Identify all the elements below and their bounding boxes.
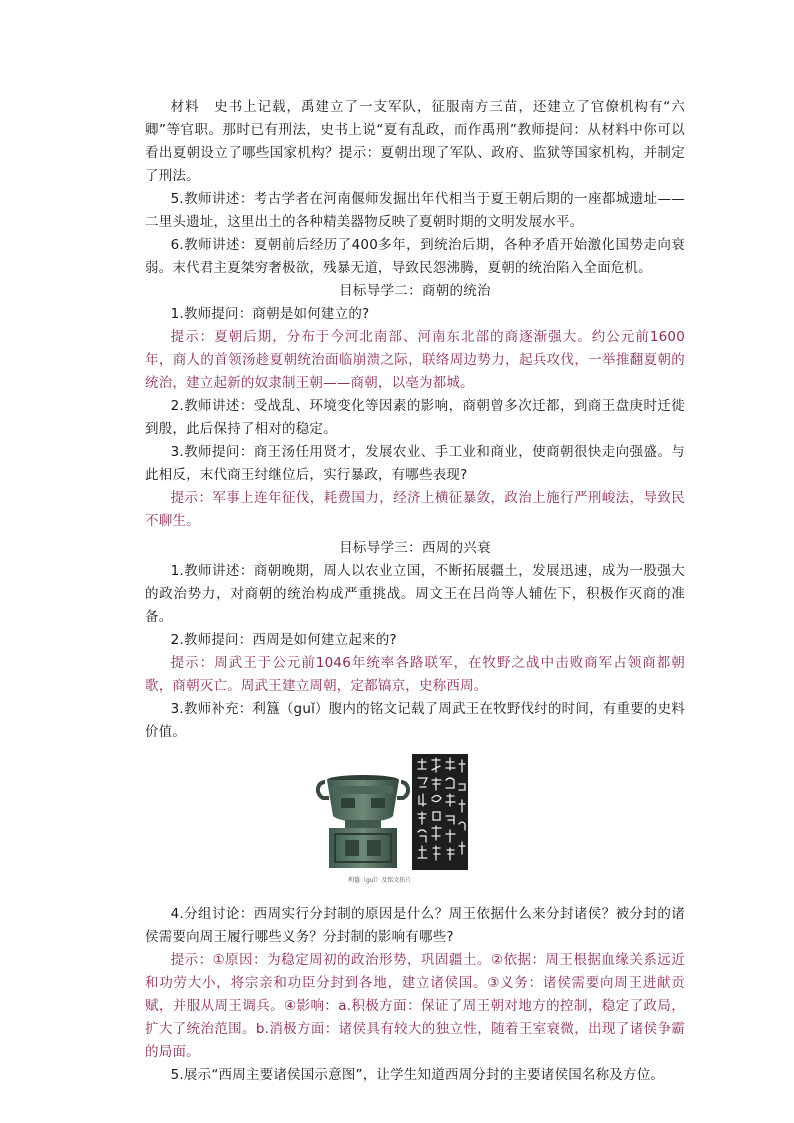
paragraph-5: 5.教师讲述：考古学者在河南偃师发掘出年代相当于夏王朝后期的一座都城遗址——二里头遗址，这里出土的各种精美器物反映了夏朝时期的文明发展水平。 xyxy=(145,191,685,230)
inscription-rubbing-image xyxy=(412,754,468,870)
zhou-question-4: 4.分组讨论：西周实行分封制的原因是什么？周王依据什么来分封诸侯？被分封的诸侯需要向周王履行哪些义务？分封制的影响有哪些? xyxy=(145,906,685,945)
shang-question-1: 1.教师提问：商朝是如何建立的? xyxy=(170,306,370,322)
shang-question-2: 2.教师讲述：受战乱、环境变化等因素的影响，商朝曾多次迁都，到商王盘庚时迁徙到殷，此后保持了相对的稳定。 xyxy=(145,398,685,437)
li-gui-vessel-image xyxy=(315,772,411,870)
section-heading-shang: 目标导学二：商朝的统治 xyxy=(339,283,491,299)
zhou-hint-4: 提示：①原因：为稳定周初的政治形势，巩固疆土。②依据：周王根据血缘关系远近和功劳大小，将宗亲和功臣分封到各地，建立诸侯国。③义务：诸侯需要向周王进献贡赋，并服从周王调兵。④影响：a.积极方面：保证了周王朝对地方的控制，稳定了政局，扩大了统治范围。b.消极方面：诸侯具有较大的独立性，随着王室衰微，出现了诸侯争霸的局面。 xyxy=(145,952,685,1060)
section-heading-zhou: 目标导学三：西周的兴衰 xyxy=(339,540,491,556)
zhou-question-5: 5.展示“西周主要诸侯国示意图”，让学生知道西周分封的主要诸侯国名称及方位。 xyxy=(170,1067,665,1083)
figure-caption: 利簋（guǐ）及铭文拓片 xyxy=(348,877,412,884)
paragraph-6: 6.教师讲述：夏朝前后经历了400多年，到统治后期，各种矛盾开始激化国势走向衰弱。末代君主夏桀穷奢极欲，残暴无道，导致民怨沸腾，夏朝的统治陷入全面危机。 xyxy=(145,237,685,276)
shang-question-3: 3.教师提问：商王汤任用贤才，发展农业、手工业和商业，使商朝很快走向强盛。与此相反，末代商王纣继位后，实行暴政，有哪些表现? xyxy=(145,444,685,483)
shang-hint-3: 提示：军事上连年征伐，耗费国力，经济上横征暴敛，政治上施行严刑峻法，导致民不聊生。 xyxy=(145,490,685,529)
zhou-question-2: 2.教师提问：西周是如何建立起来的? xyxy=(170,632,397,648)
document-page xyxy=(145,96,685,1087)
zhou-hint-2: 提示：周武王于公元前1046年统率各路联军，在牧野之战中击败商军占领商都朝歌，商朝灭亡。周武王建立周朝，定都镐京，史称西周。 xyxy=(145,655,685,694)
zhou-question-3: 3.教师补充：利簋（guǐ）腹内的铭文记载了周武王在牧野伐纣的时间，有重要的史料价值。 xyxy=(145,701,685,740)
shang-hint-1: 提示：夏朝后期，分布于今河北南部、河南东北部的商逐渐强大。约公元前1600年，商人的首领汤趁夏朝统治面临崩溃之际，联络周边势力，起兵攻伐，一举推翻夏朝的统治，建立起新的奴隶制王朝——商朝，以亳为都城。 xyxy=(145,329,685,391)
zhou-question-1: 1.教师讲述：商朝晚期，周人以农业立国，不断拓展疆土，发展迅速，成为一股强大的政治势力，对商朝的统治构成严重挑战。周文王在吕尚等人辅佐下，积极作灭商的准备。 xyxy=(145,563,685,625)
material-paragraph: 材料 史书上记载，禹建立了一支军队，征服南方三苗，还建立了官僚机构有“六卿”等官职。那时已有刑法，史书上说“夏有乱政，而作禹刑”教师提问：从材料中你可以看出夏朝设立了哪些国家机构？提示：夏朝出现了军队、政府、监狱等国家机构，并制定了刑法。 xyxy=(145,99,685,184)
li-gui-figure xyxy=(145,754,685,887)
